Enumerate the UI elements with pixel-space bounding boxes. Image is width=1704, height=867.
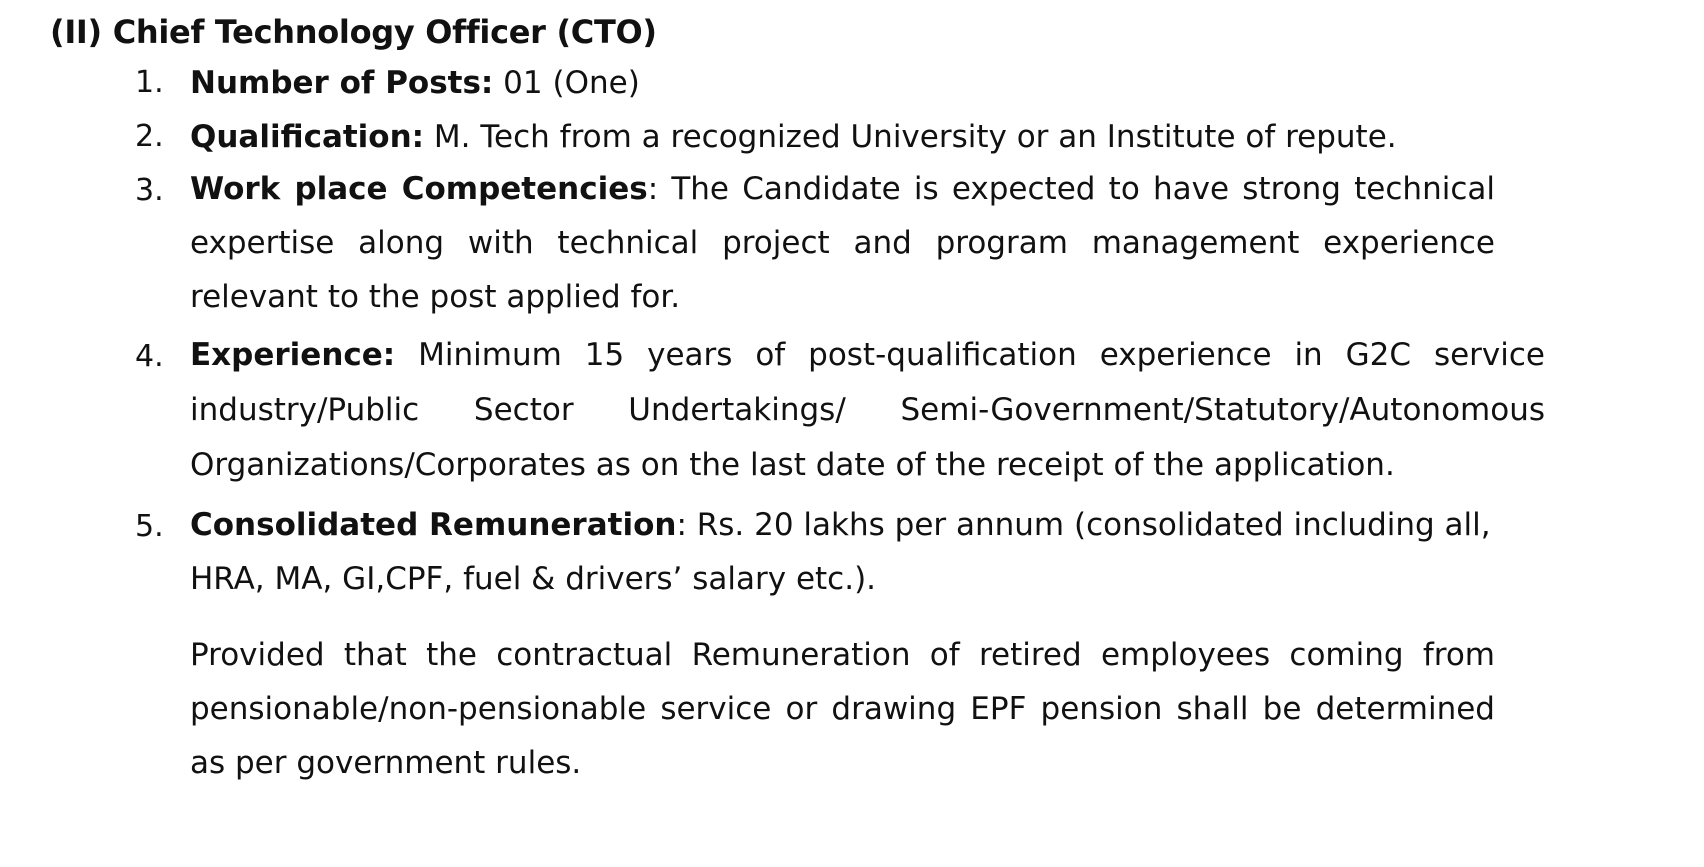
list-item-content xyxy=(190,54,1545,112)
list-number: 5. xyxy=(135,509,164,544)
item-text: : The Candidate is expected to have strong technical expertise along with technical project and program management experience relevant to the post applied for. xyxy=(190,171,1495,315)
list-number: 2. xyxy=(135,119,164,154)
item-text: M. Tech from a recognized University or an Institute of repute. xyxy=(424,119,1397,155)
item-label: Work place Competencies xyxy=(190,171,648,207)
item-text: 01 (One) xyxy=(493,65,640,101)
item-label: Consolidated Remuneration xyxy=(190,507,677,543)
list-item-content xyxy=(190,498,1495,606)
item-label: Experience: xyxy=(190,337,396,373)
list-item-content xyxy=(190,162,1495,324)
list-number: 4. xyxy=(135,339,164,374)
list-number: 3. xyxy=(135,173,164,208)
list-number: 1. xyxy=(135,65,164,100)
item-text: Minimum 15 years of post-qualification experience in G2C service industry/Public Sector Undertakings/ Semi-Government/Statutory/Autonomous Organizations/Corporates as on the last date of the receipt of the application. xyxy=(190,337,1545,483)
list-item-content xyxy=(190,108,1545,166)
section-heading: (II) Chief Technology Officer (CTO) xyxy=(50,13,657,51)
item-text: : Rs. 20 lakhs per annum (consolidated including all, HRA, MA, GI,CPF, fuel & drivers’ salary etc.). xyxy=(190,507,1491,597)
item-label: Number of Posts: xyxy=(190,65,494,101)
item-label: Qualification: xyxy=(190,119,425,155)
proviso-paragraph: Provided that the contractual Remuneration of retired employees coming from pensionable/non-pensionable service or drawing EPF pension shall be determined as per government rules. xyxy=(190,637,1495,781)
list-item-content xyxy=(190,328,1545,493)
